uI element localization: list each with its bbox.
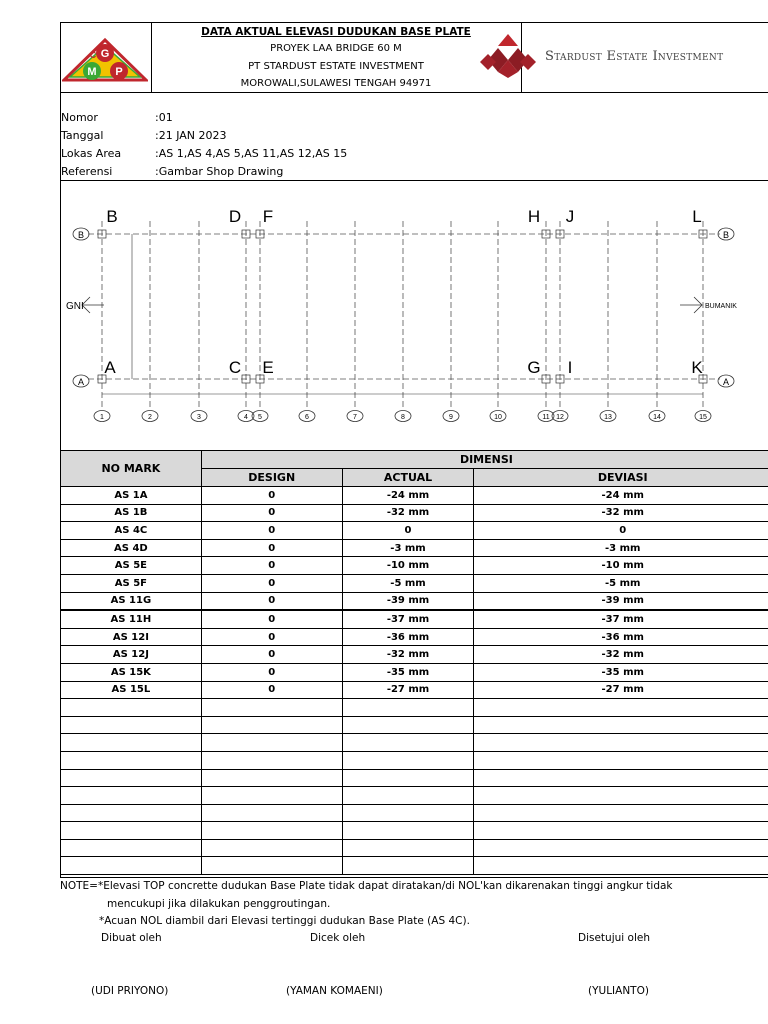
approved-by-name: (YULIANTO) [588, 985, 649, 997]
cell-mark: AS 15L [61, 681, 202, 699]
empty-cell [201, 787, 342, 805]
grid-letter-top: J [565, 207, 575, 226]
cell-deviasi: -3 mm [474, 539, 768, 557]
empty-cell [342, 699, 474, 717]
empty-cell [342, 857, 474, 875]
grid-letter-top: F [262, 207, 274, 226]
grid-number: 10 [494, 414, 502, 421]
made-by-name: (UDI PRIYONO) [91, 985, 169, 997]
cell-deviasi: -32 mm [474, 504, 768, 522]
empty-cell [474, 787, 768, 805]
empty-row [61, 769, 768, 787]
document-title: DATA AKTUAL ELEVASI DUDUKAN BASE PLATE [201, 26, 471, 38]
axis-bubble-b-left: B [77, 230, 85, 240]
cell-design: 0 [201, 681, 342, 699]
cell-mark: AS 1A [61, 487, 202, 505]
header-actual: ACTUAL [342, 469, 474, 487]
grid-number: 14 [653, 414, 661, 421]
cell-mark: AS 4C [61, 522, 202, 540]
cell-mark: AS 4D [61, 539, 202, 557]
info-label: Tanggal [61, 129, 104, 142]
direction-label-gni: GNI [66, 301, 84, 312]
cell-deviasi: -5 mm [474, 574, 768, 592]
empty-cell [61, 734, 202, 752]
cell-actual: -24 mm [342, 487, 474, 505]
empty-cell [61, 857, 202, 875]
empty-cell [474, 857, 768, 875]
cell-design: 0 [201, 504, 342, 522]
grid-number: 15 [699, 414, 707, 421]
header-deviasi: DEVIASI [474, 469, 768, 487]
table-row [61, 592, 768, 610]
gcmp-logo [62, 36, 148, 84]
axis-bubble-a-right: A [722, 377, 730, 387]
cell-deviasi: -10 mm [474, 557, 768, 575]
table-body [61, 487, 768, 875]
empty-cell [342, 804, 474, 822]
grid-number: 13 [604, 414, 612, 421]
checked-by-label: Dicek oleh [310, 932, 366, 944]
table-row [61, 539, 768, 557]
empty-cell [474, 769, 768, 787]
cell-actual: -36 mm [342, 628, 474, 646]
cell-design: 0 [201, 610, 342, 628]
info-value: :01 [155, 111, 173, 124]
direction-label-bumanik: BUMANIK [705, 303, 737, 310]
grid-letter-top: D [228, 207, 242, 226]
empty-cell [342, 751, 474, 769]
empty-cell [61, 716, 202, 734]
empty-cell [201, 699, 342, 717]
empty-cell [474, 839, 768, 857]
empty-row [61, 787, 768, 805]
empty-cell [201, 769, 342, 787]
info-lokasi [61, 147, 347, 160]
grid-letter-bottom: G [527, 358, 541, 377]
cell-deviasi: -24 mm [474, 487, 768, 505]
cell-actual: -32 mm [342, 504, 474, 522]
empty-cell [201, 734, 342, 752]
cell-deviasi: -39 mm [474, 592, 768, 610]
axis-bubble-b-right: B [722, 230, 730, 240]
grid-number: 12 [556, 414, 564, 421]
logo-letter-p: P [115, 66, 123, 78]
made-by-label: Dibuat oleh [101, 932, 162, 944]
header-no-mark: NO MARK [61, 451, 202, 487]
company-address: MOROWALI,SULAWESI TENGAH 94971 [240, 78, 432, 89]
table-row [61, 663, 768, 681]
table-row [61, 504, 768, 522]
empty-cell [61, 751, 202, 769]
cell-mark: AS 11H [61, 610, 202, 628]
info-label: Referensi [61, 165, 113, 178]
table-row [61, 557, 768, 575]
cell-actual: 0 [342, 522, 474, 540]
cell-design: 0 [201, 557, 342, 575]
empty-cell [201, 804, 342, 822]
cell-deviasi: -27 mm [474, 681, 768, 699]
cell-mark: AS 12J [61, 646, 202, 664]
empty-cell [61, 839, 202, 857]
grid-letter-bottom: A [104, 358, 116, 377]
info-value: :Gambar Shop Drawing [155, 165, 284, 178]
empty-cell [61, 787, 202, 805]
grid-letter-bottom: C [228, 358, 242, 377]
header-divider [60, 92, 768, 93]
table-row [61, 628, 768, 646]
cell-actual: -32 mm [342, 646, 474, 664]
table-row [61, 681, 768, 699]
cell-design: 0 [201, 592, 342, 610]
cell-actual: -5 mm [342, 574, 474, 592]
logo-letter-g: G [100, 48, 110, 60]
elevation-table [60, 450, 768, 875]
empty-row [61, 716, 768, 734]
cell-actual: -39 mm [342, 592, 474, 610]
cell-actual: -37 mm [342, 610, 474, 628]
shop-drawing [60, 181, 768, 449]
empty-cell [474, 822, 768, 840]
empty-cell [342, 716, 474, 734]
logo-letter-m: M [87, 66, 97, 78]
table-row [61, 487, 768, 505]
cell-deviasi: -37 mm [474, 610, 768, 628]
header-dimensi: DIMENSI [201, 451, 768, 469]
grid-letter-top: H [527, 207, 541, 226]
empty-cell [201, 839, 342, 857]
stardust-logo-icon [478, 32, 538, 80]
empty-row [61, 751, 768, 769]
cell-deviasi: -32 mm [474, 646, 768, 664]
cell-mark: AS 11G [61, 592, 202, 610]
note-line-1: NOTE=*Elevasi TOP concrette dudukan Base Plate tidak dapat diratakan/di NOL'kan dikarenakan tinggi angkur tidak [60, 880, 673, 892]
grid-number: 1 [100, 414, 104, 421]
grid-number: 2 [148, 414, 152, 421]
empty-row [61, 857, 768, 875]
empty-row [61, 734, 768, 752]
cell-design: 0 [201, 522, 342, 540]
empty-cell [342, 787, 474, 805]
empty-cell [474, 699, 768, 717]
empty-cell [201, 822, 342, 840]
empty-cell [474, 734, 768, 752]
grid-number: 9 [449, 414, 453, 421]
cell-design: 0 [201, 628, 342, 646]
approved-by-label: Disetujui oleh [578, 932, 650, 944]
grid-letter-bottom: I [567, 358, 573, 377]
grid-number: 8 [401, 414, 405, 421]
empty-row [61, 804, 768, 822]
grid-number: 5 [258, 414, 262, 421]
info-value: :21 JAN 2023 [155, 129, 227, 142]
cell-actual: -3 mm [342, 539, 474, 557]
note-line-2: mencukupi jika dilakukan penggroutingan. [107, 898, 331, 910]
grid-letter-bottom: K [691, 358, 703, 377]
note-line-3: *Acuan NOL diambil dari Elevasi tertinggi dudukan Base Plate (AS 4C). [99, 915, 470, 927]
empty-cell [342, 769, 474, 787]
grid-number: 4 [244, 414, 248, 421]
cell-design: 0 [201, 663, 342, 681]
info-tanggal [61, 129, 227, 142]
cell-mark: AS 5E [61, 557, 202, 575]
cell-deviasi: 0 [474, 522, 768, 540]
table-row [61, 574, 768, 592]
info-value: :AS 1,AS 4,AS 5,AS 11,AS 12,AS 15 [155, 147, 348, 160]
project-name: PROYEK LAA BRIDGE 60 M [270, 43, 402, 54]
grid-letter-bottom: E [262, 358, 274, 377]
grid-number: 11 [542, 414, 550, 421]
cell-mark: AS 1B [61, 504, 202, 522]
empty-cell [61, 699, 202, 717]
grid-number: 7 [353, 414, 357, 421]
cell-deviasi: -36 mm [474, 628, 768, 646]
company-name: PT STARDUST ESTATE INVESTMENT [248, 61, 424, 72]
grid-letter-top: B [106, 207, 118, 226]
table-row [61, 522, 768, 540]
info-label: Nomor [61, 111, 98, 124]
empty-cell [201, 751, 342, 769]
grid-number: 6 [305, 414, 309, 421]
cell-design: 0 [201, 487, 342, 505]
empty-cell [474, 716, 768, 734]
axis-bubble-a-left: A [77, 377, 85, 387]
cell-actual: -10 mm [342, 557, 474, 575]
table-row [61, 646, 768, 664]
cell-design: 0 [201, 539, 342, 557]
cell-mark: AS 15K [61, 663, 202, 681]
cell-mark: AS 5F [61, 574, 202, 592]
empty-cell [61, 822, 202, 840]
empty-cell [474, 751, 768, 769]
grid-number: 3 [197, 414, 201, 421]
empty-cell [201, 716, 342, 734]
cell-actual: -27 mm [342, 681, 474, 699]
info-nomor [61, 111, 173, 124]
empty-cell [61, 769, 202, 787]
empty-row [61, 822, 768, 840]
empty-cell [201, 857, 342, 875]
grid-letter-top: L [692, 207, 702, 226]
empty-cell [342, 839, 474, 857]
stardust-logo-text: Stardust Estate Investment [545, 49, 724, 64]
logo-letter-c: C [89, 50, 97, 60]
table-row [61, 610, 768, 628]
empty-cell [474, 804, 768, 822]
cell-actual: -35 mm [342, 663, 474, 681]
empty-cell [342, 822, 474, 840]
info-label: Lokas Area [61, 147, 122, 160]
info-referensi [61, 165, 283, 178]
header-design: DESIGN [201, 469, 342, 487]
empty-row [61, 839, 768, 857]
cell-deviasi: -35 mm [474, 663, 768, 681]
cell-design: 0 [201, 646, 342, 664]
checked-by-name: (YAMAN KOMAENI) [286, 985, 383, 997]
empty-row [61, 699, 768, 717]
empty-cell [342, 734, 474, 752]
cell-mark: AS 12I [61, 628, 202, 646]
empty-cell [61, 804, 202, 822]
cell-design: 0 [201, 574, 342, 592]
